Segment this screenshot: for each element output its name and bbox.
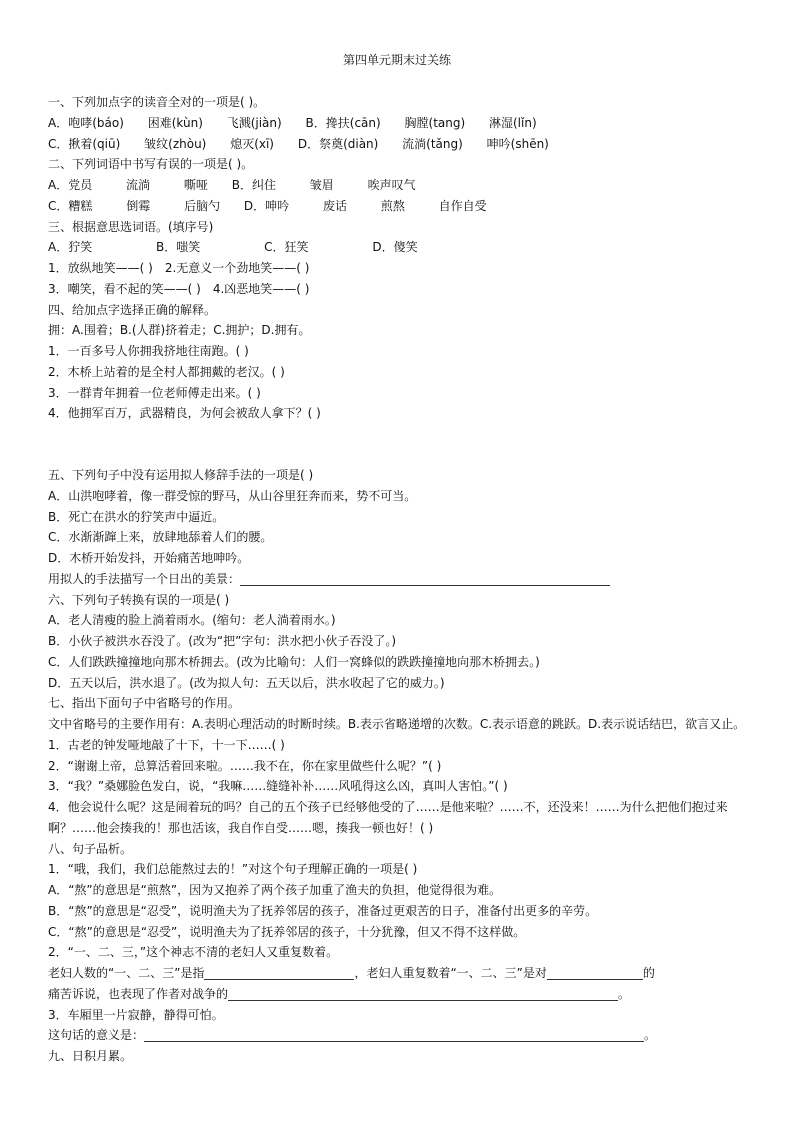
q6-option: C．人们跌跌撞撞地向那木桥拥去。(改为比喻句：人们一窝蜂似的跌跌撞撞地向那木桥拥去。)	[48, 654, 540, 669]
q2-option: 流淌	[126, 178, 151, 192]
q3-option: C．狂笑	[264, 240, 309, 255]
q1-option: 飞溅(jiàn)	[226, 115, 282, 130]
q2-option: B．纠住	[231, 178, 276, 192]
q2-option: 嘶哑	[183, 178, 208, 192]
q4-heading: 四、给加点字选择正确的解释。	[48, 302, 217, 317]
q8-heading: 八、句子品析。	[48, 841, 133, 856]
q9-heading: 九、日积月累。	[48, 1049, 133, 1063]
answer-blank[interactable]	[547, 965, 643, 980]
q5-writing-label: 用拟人的手法描写一个日出的美景：	[48, 571, 241, 586]
q8-fill-text: 老妇人数的“一、二、三”是指	[48, 966, 205, 980]
q6-option: A．老人清瘦的脸上淌着雨水。(缩句：老人淌着雨水。)	[48, 613, 336, 628]
q1-heading: 一、下列加点字的读音全对的一项是( )。	[48, 95, 266, 109]
q8-fill-text: 。	[618, 986, 631, 1001]
q2-options-ab	[48, 175, 748, 196]
q8-option: C．“熬”的意思是“忍受”，说明渔夫为了抚养邻居的孩子，十分犹豫，但又不得不这样做。	[48, 924, 526, 939]
q2-option: C．糟糕	[48, 198, 93, 213]
answer-blank[interactable]	[204, 965, 354, 980]
q5-option: B．死亡在洪水的狞笑声中逼近。	[48, 509, 225, 524]
q3-options	[48, 237, 748, 258]
q1-options-ab	[48, 113, 748, 134]
answer-blank[interactable]	[144, 1027, 644, 1042]
q8-fill-text: ，老妇人重复数着“一、二、三”是对	[354, 966, 547, 980]
q7-heading: 七、指出下面句子中省略号的作用。	[48, 696, 241, 711]
q5-option: A．山洪咆哮着，像一群受惊的野马，从山谷里狂奔而来，势不可当。	[48, 488, 417, 503]
q1-option: B．搀扶(cān)	[305, 115, 381, 130]
q8-sentence: 3．车厢里一片寂静，静得可怕。	[48, 1007, 224, 1022]
q1-option: 熄灭(xī)	[230, 136, 274, 151]
q4-item: 4．他拥军百万，武器精良，为何会被敌人拿下？( )	[48, 406, 321, 421]
q5-option: D．木桥开始发抖，开始痛苦地呻吟。	[48, 551, 250, 565]
q2-option: 煎熬	[380, 198, 405, 213]
q1-option: 呻吟(shēn)	[486, 136, 549, 151]
q8-fill-line	[48, 984, 748, 1005]
q7-intro: 文中省略号的主要作用有：A.表明心理活动的时断时续。B.表示省略递增的次数。C.表示语意的跳跃。D.表示说话结巴，欲言又止。	[48, 717, 746, 731]
q8-sentence: 2．“一、二、三，”这个神志不清的老妇人又重复数着。	[48, 945, 339, 960]
q8-fill-line	[48, 1025, 748, 1046]
q3-option: A．狞笑	[48, 240, 93, 255]
q7-item: 3．“我？”桑娜脸色发白，说，“我嘛……缝缝补补……风吼得这么凶，真叫人害怕。”( )	[48, 779, 508, 794]
q5-writing-prompt	[48, 569, 748, 590]
q2-heading: 二、下列词语中书写有误的一项是( )。	[48, 157, 254, 172]
q2-option: 自作自受	[438, 198, 487, 213]
q7-item: 4．他会说什么呢？这是闹着玩的吗？自己的五个孩子已经够他受的了……是他来啦？……不，还没来！……为什么把他们抱过来啊？……他会揍我的！那也活该，我自作自受……嗯，揍我一顿也好！( )	[48, 800, 728, 835]
q8-fill-text: 痛苦诉说，也表现了作者对战争的	[48, 986, 229, 1001]
worksheet-content	[48, 92, 748, 1067]
q2-option: A．党员	[48, 178, 93, 192]
q2-option: 倒霉	[126, 198, 151, 213]
q4-item: 3．一群青年拥着一位老师傅走出来。( )	[48, 385, 261, 400]
answer-blank[interactable]	[240, 571, 610, 586]
q1-options-cd	[48, 134, 748, 155]
q2-options-cd	[48, 196, 748, 217]
q3-option: B．嗤笑	[156, 240, 201, 255]
q2-option: 唉声叹气	[367, 178, 416, 192]
q1-option: C．揪着(qiū)	[48, 136, 121, 151]
answer-blank[interactable]	[228, 986, 618, 1001]
q1-option: D．祭奠(diàn)	[297, 136, 379, 151]
q5-heading: 五、下列句子中没有运用拟人修辞手法的一项是( )	[48, 468, 314, 482]
q8-sentence: 1．“哦，我们，我们总能熬过去的！”对这个句子理解正确的一项是( )	[48, 862, 418, 877]
q8-option: B．“熬”的意思是“忍受”，说明渔夫为了抚养邻居的孩子，准备过更艰苦的日子，准备付出更多的辛劳。	[48, 903, 598, 918]
q1-option: 皱纹(zhòu)	[144, 136, 207, 151]
q8-fill-text: 这句话的意义是：	[48, 1028, 145, 1043]
q1-option: 困难(kùn)	[147, 115, 203, 130]
q4-definition: 拥：A.围着；B.(人群)挤着走；C.拥护；D.拥有。	[48, 323, 311, 338]
q2-option: 废话	[322, 198, 347, 213]
q2-option: D．呻吟	[243, 198, 290, 213]
q8-fill-text: 。	[644, 1028, 657, 1043]
q4-item: 2．木桥上站着的是全村人都拥戴的老汉。( )	[48, 364, 285, 379]
q7-item: 2．“谢谢上帝，总算活着回来啦。……我不在，你在家里做些什么呢？”( )	[48, 758, 442, 773]
q8-option: A．“熬”的意思是“煎熬”，因为又抱养了两个孩子加重了渔夫的负担，他觉得很为难。	[48, 883, 502, 897]
q2-option: 后脑勺	[184, 198, 221, 213]
page-title: 第四单元期末过关练	[342, 53, 451, 67]
q6-option: D．五天以后，洪水退了。(改为拟人句：五天以后，洪水收起了它的威力。)	[48, 675, 445, 690]
q5-option: C．水渐渐蹿上来，放肆地舔着人们的腰。	[48, 530, 273, 545]
q3-heading: 三、根据意思选词语。(填序号)	[48, 219, 214, 234]
q6-option: B．小伙子被洪水吞没了。(改为“把”字句：洪水把小伙子吞没了。)	[48, 634, 397, 648]
q1-option: A．咆哮(báo)	[48, 115, 124, 130]
q7-item: 1．古老的钟发哑地敲了十下，十一下……( )	[48, 737, 285, 752]
q2-option: 皱眉	[309, 178, 334, 192]
q1-option: 胸膛(tang)	[404, 115, 466, 130]
q1-option: 流淌(tǎng)	[402, 136, 463, 151]
q3-option: D．傻笑	[372, 240, 418, 255]
q8-fill-text: 的	[642, 966, 655, 980]
q6-heading: 六、下列句子转换有误的一项是( )	[48, 592, 230, 607]
q3-item: 1．放纵地笑——( ) 2.无意义一个劲地笑——( )	[48, 261, 310, 275]
q8-fill-line	[48, 963, 748, 984]
q1-option: 淋湿(lǐn)	[489, 115, 537, 130]
q3-item: 3．嘲笑，看不起的笑——( ) 4.凶恶地笑——( )	[48, 281, 310, 296]
q4-item: 1．一百多号人你拥我挤地往南跑。( )	[48, 344, 249, 358]
